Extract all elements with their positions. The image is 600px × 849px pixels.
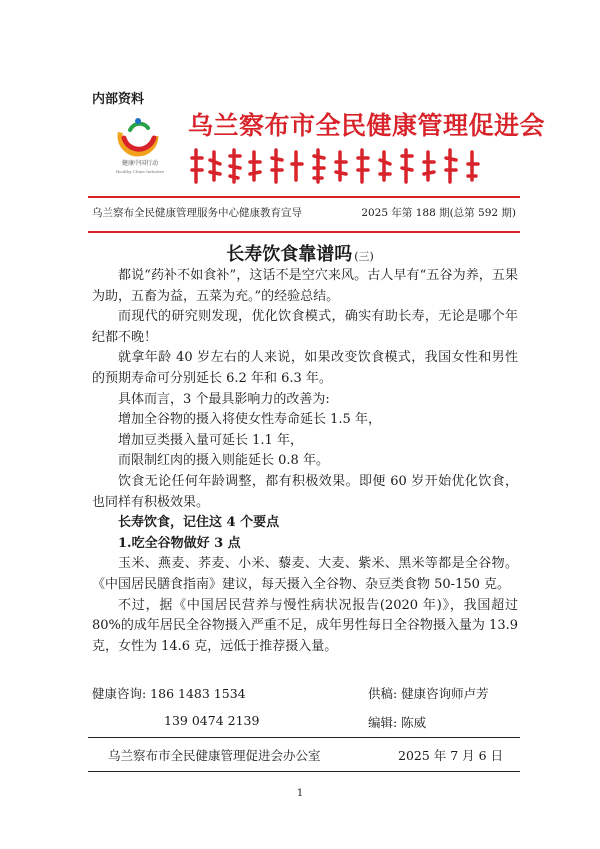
header-divider-top bbox=[88, 196, 520, 198]
issue-line bbox=[92, 205, 520, 220]
article-paragraph: 玉米、燕麦、荞麦、小米、藜麦、大麦、紫米、黑米等都是全谷物。《中国居民膳食指南》建议，每天摄入全谷物、杂豆类食物 50-150 克。 bbox=[92, 556, 518, 592]
article-paragraph: 就拿年龄 40 岁左右的人来说，如果改变饮食模式，我国女性和男性的预期寿命可分别延长 6.2 年和 6.3 年。 bbox=[92, 350, 518, 386]
organization-title: 乌兰察布市全民健康管理促进会 bbox=[188, 111, 546, 140]
article-paragraph: 长寿饮食，记住这 4 个要点 bbox=[118, 515, 280, 531]
footer-date: 2025 年 7 月 6 日 bbox=[398, 748, 504, 763]
footer-organization: 乌兰察布市全民健康管理促进会办公室 bbox=[108, 748, 321, 763]
article-title-part: (三) bbox=[354, 250, 374, 263]
logo-caption-cn: 健康中国行动 bbox=[121, 160, 158, 167]
page-number: 1 bbox=[296, 788, 304, 799]
consult-phone-2: 139 0474 2139 bbox=[164, 713, 260, 728]
consult-line: 健康咨询: 186 1483 1534 bbox=[92, 686, 246, 701]
health-china-logo-icon bbox=[110, 108, 166, 164]
article-paragraph: 都说“药补不如食补”，这话不是空穴来风。古人早有“五谷为养，五果为助，五畜为益，五菜为充。”的经验总结。 bbox=[92, 268, 518, 304]
article-paragraph: 增加豆类摄入量可延长 1.1 年， bbox=[118, 432, 303, 448]
footer-divider-bottom bbox=[88, 771, 520, 772]
article-paragraph: 饮食无论任何年龄调整，都有积极效果。即便 60 岁开始优化饮食，也同样有积极效果。 bbox=[92, 473, 518, 510]
header-divider-bottom bbox=[88, 231, 520, 233]
article-paragraph: 而现代的研究则发现，优化饮食模式，确实有助长寿，无论是哪个年纪都不晚！ bbox=[92, 309, 518, 345]
logo-caption bbox=[110, 160, 170, 176]
internal-material-label: 内部资料 bbox=[92, 92, 145, 107]
footer-divider-top bbox=[88, 737, 520, 738]
article-title-text: 长寿饮食靠谱吗 bbox=[226, 244, 353, 265]
author-credit: 供稿: 健康咨询师卢芳 bbox=[368, 686, 489, 701]
article-paragraph: 不过，据《中国居民营养与慢性病状况报告(2020 年)》，我国超过 80%的成年居民全谷物摄入严重不足，成年男性每日全谷物摄入量为 13.9 克，女性为 14.6 克，远低于推荐摄入量。 bbox=[92, 597, 518, 654]
article-paragraph: 增加全谷物的摄入将使女性寿命延长 1.5 年， bbox=[118, 412, 381, 428]
issue-source: 乌兰察布全民健康管理服务中心健康教育宣导 bbox=[92, 207, 302, 219]
editor-credit: 编辑: 陈威 bbox=[368, 715, 427, 730]
article-paragraph: 而限制红肉的摄入则能延长 0.8 年。 bbox=[118, 453, 329, 469]
issue-number: 2025 年第 188 期(总第 592 期) bbox=[361, 207, 516, 219]
contact-block bbox=[92, 684, 522, 740]
article-paragraph: 具体而言，3 个最具影响力的改善为: bbox=[118, 391, 330, 407]
article-body bbox=[92, 266, 518, 657]
mongolian-script-org-name-icon bbox=[190, 144, 490, 188]
article-paragraph: 1.吃全谷物做好 3 点 bbox=[118, 535, 241, 551]
logo-caption-en: Healthy China Initiative bbox=[115, 169, 165, 174]
article-title bbox=[0, 240, 600, 266]
